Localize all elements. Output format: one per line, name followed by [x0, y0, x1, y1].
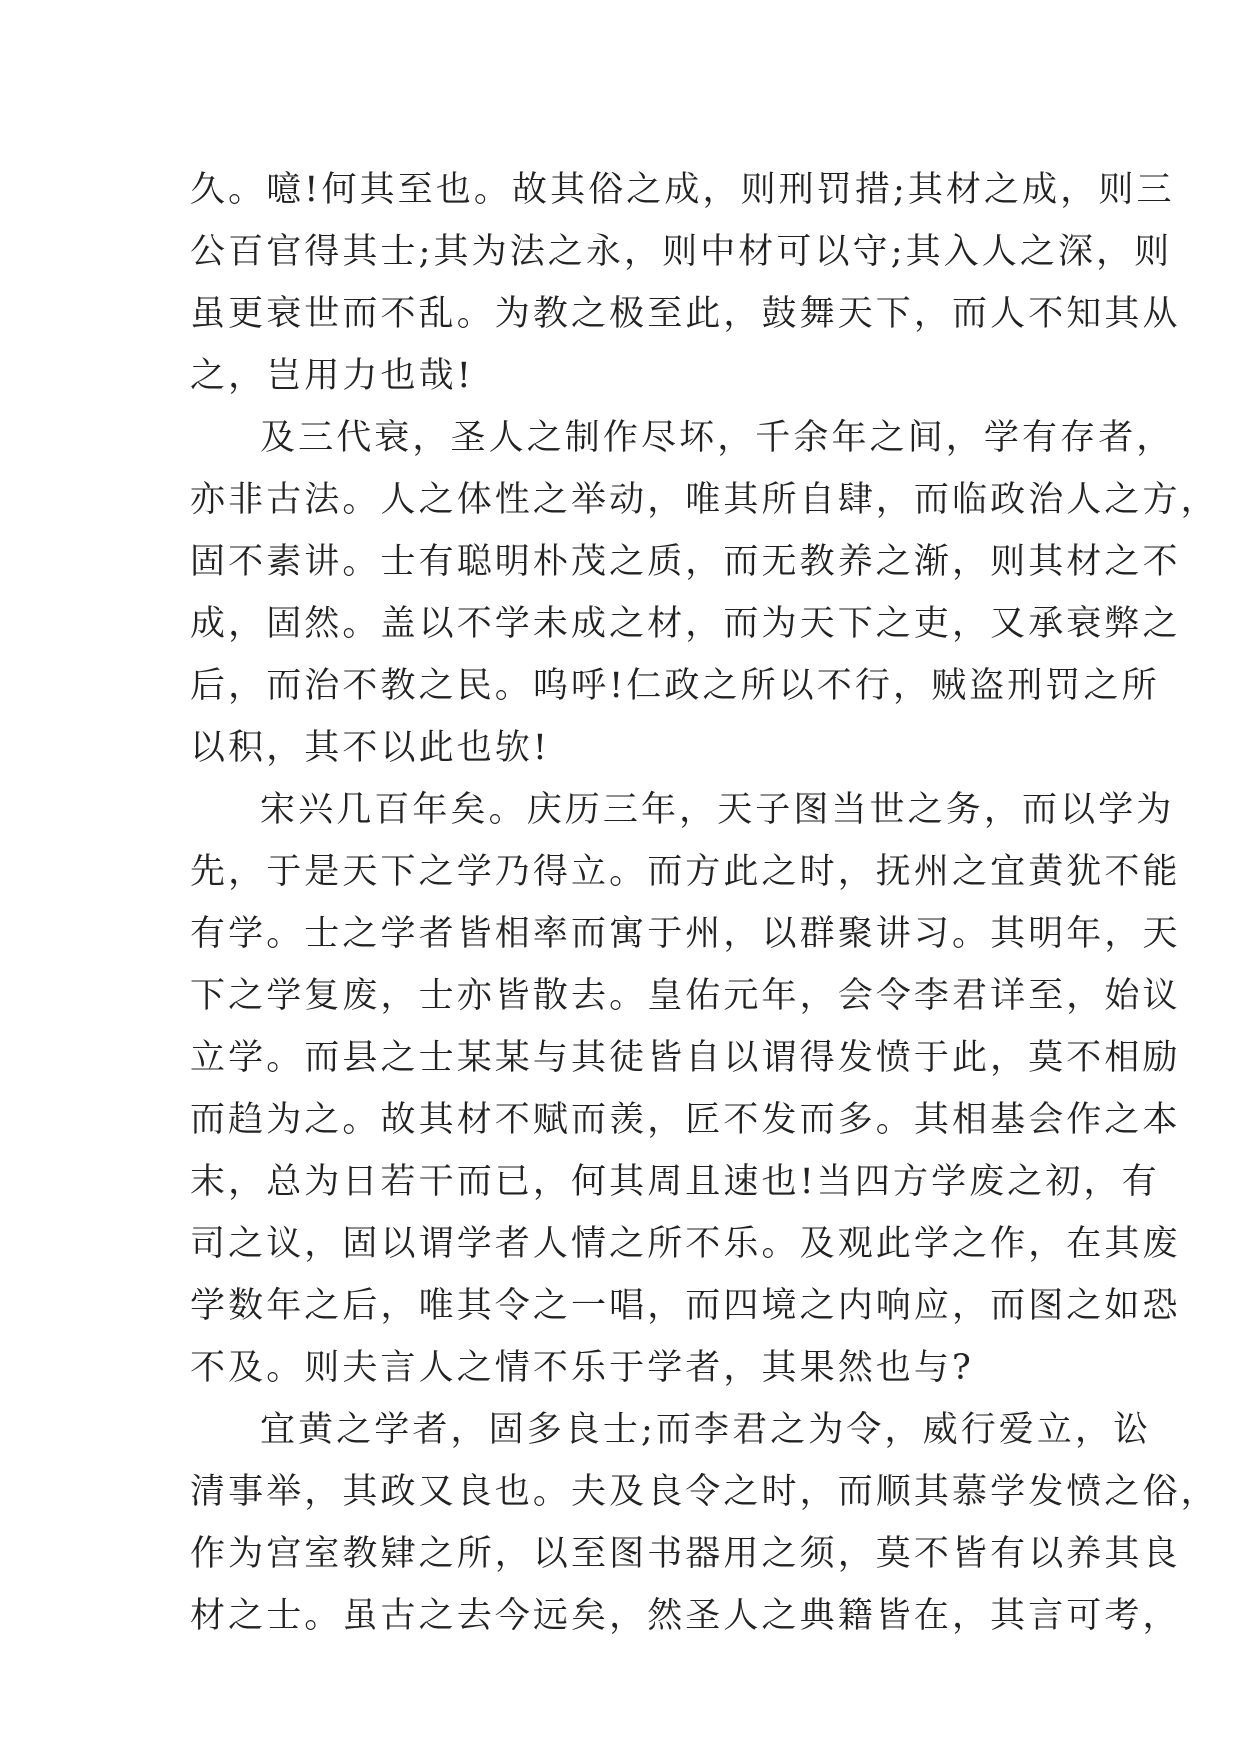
text-line: 材之士。虽古之去今远矣，然圣人之典籍皆在，其言可考， [190, 1596, 1181, 1636]
body-text [190, 159, 1219, 1647]
text-line: 清事举，其政又良也。夫及良令之时，而顺其慕学发愤之俗， [190, 1472, 1219, 1512]
text-line: 而趋为之。故其材不赋而羡，匠不发而多。其相基会作之本 [190, 1100, 1181, 1140]
text-line: 学数年之后，唯其令之一唱，而四境之内响应，而图之如恐 [190, 1286, 1181, 1326]
text-line: 不及。则夫言人之情不乐于学者，其果然也与? [190, 1348, 974, 1388]
text-line: 司之议，固以谓学者人情之所不乐。及观此学之作，在其废 [190, 1224, 1181, 1264]
text-line: 后，而治不教之民。呜呼!仁政之所以不行，贼盗刑罚之所 [190, 666, 1160, 706]
paragraph-first-line: 及三代衰，圣人之制作尽坏，千余年之间，学有存者， [260, 418, 1175, 458]
text-line: 有学。士之学者皆相率而寓于州，以群聚讲习。其明年，天 [190, 914, 1181, 954]
text-line: 久。噫!何其至也。故其俗之成，则刑罚措;其材之成，则三 [190, 170, 1175, 210]
text-line: 虽更衰世而不乱。为教之极至此，鼓舞天下，而人不知其从 [190, 294, 1181, 334]
text-line: 以积，其不以此也欤! [190, 728, 551, 768]
text-line: 作为宫室教肄之所，以至图书器用之须，莫不皆有以养其良 [190, 1534, 1181, 1574]
text-line: 公百官得其士;其为法之永，则中材可以守;其入人之深，则 [190, 232, 1173, 272]
text-line: 固不素讲。士有聪明朴茂之质，而无教养之渐，则其材之不 [190, 542, 1181, 582]
paragraph-first-line: 宋兴几百年矣。庆历三年，天子图当世之务，而以学为 [260, 790, 1175, 830]
text-line: 立学。而县之士某某与其徒皆自以谓得发愤于此，莫不相励 [190, 1038, 1181, 1078]
text-line: 亦非古法。人之体性之举动，唯其所自肆，而临政治人之方， [190, 480, 1219, 520]
text-line: 末，总为日若干而已，何其周且速也!当四方学废之初，有 [190, 1162, 1160, 1202]
text-line: 成，固然。盖以不学未成之材，而为天下之吏，又承衰弊之 [190, 604, 1181, 644]
text-line: 之，岂用力也哉! [190, 356, 474, 396]
text-line: 下之学复废，士亦皆散去。皇佑元年，会令李君详至，始议 [190, 976, 1181, 1016]
text-line: 先，于是天下之学乃得立。而方此之时，抚州之宜黄犹不能 [190, 852, 1181, 892]
paragraph-first-line: 宜黄之学者，固多良士;而李君之为令，威行爱立，讼 [260, 1410, 1152, 1450]
